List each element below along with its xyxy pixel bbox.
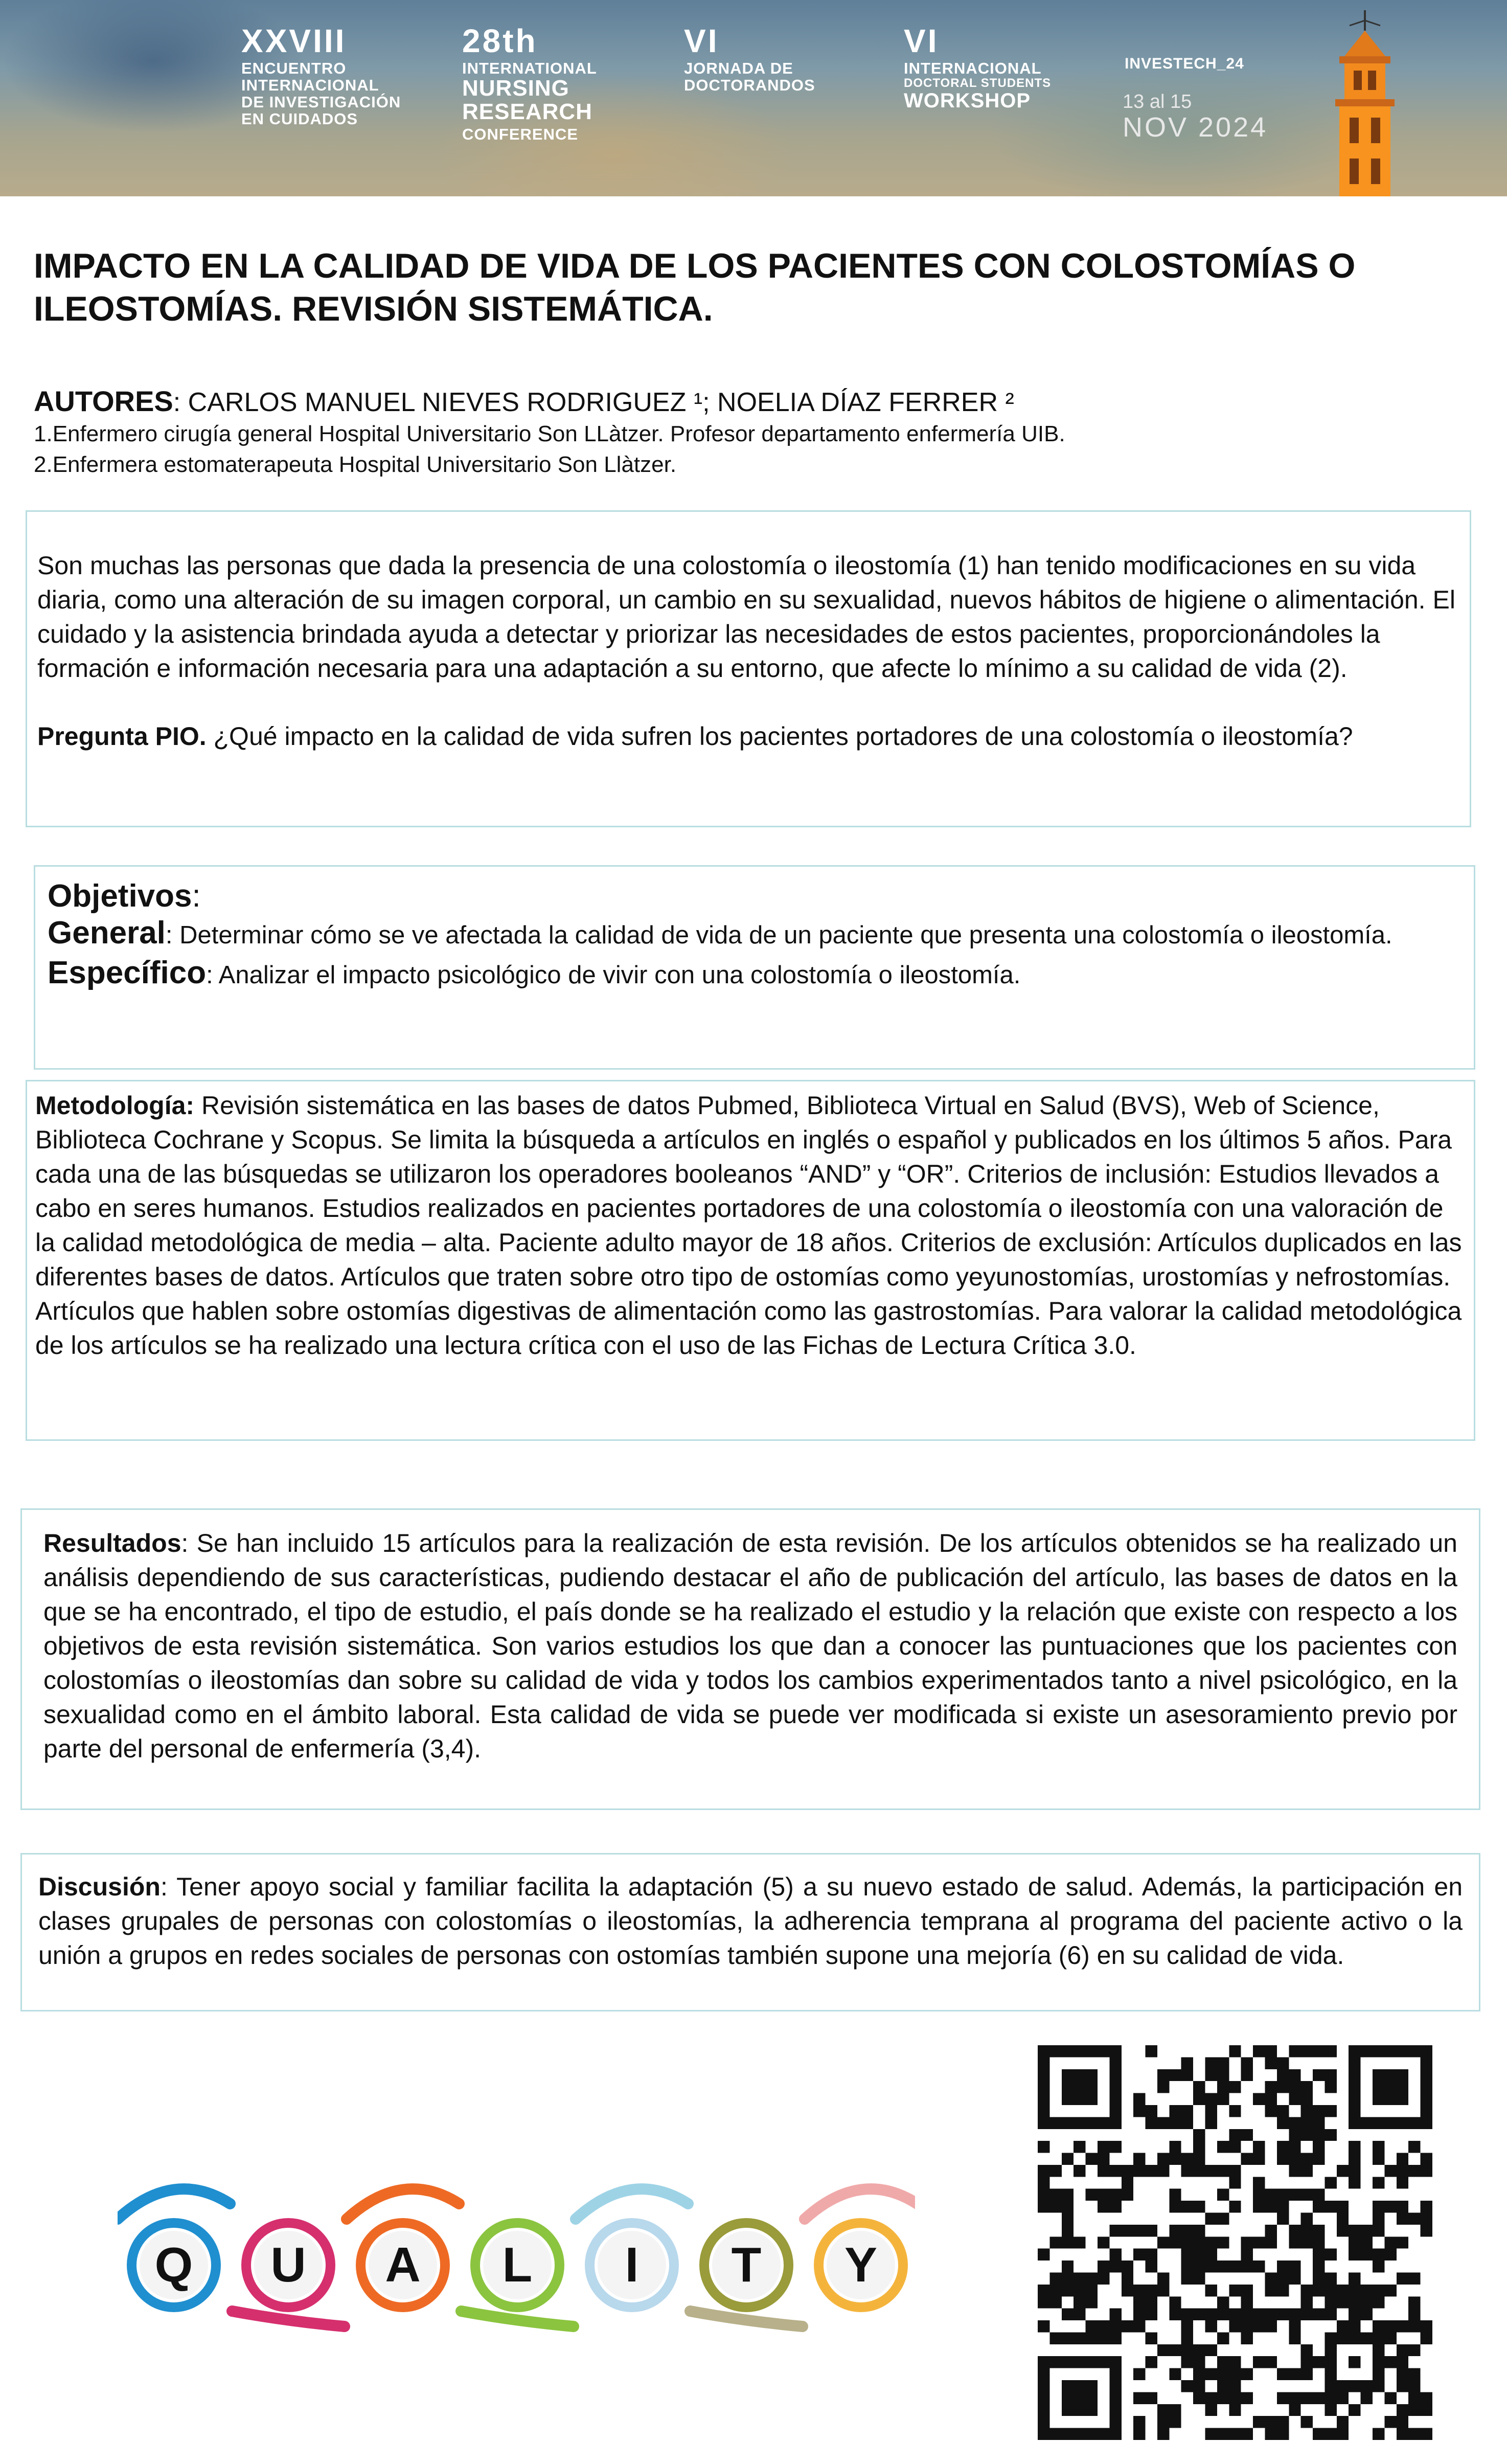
results-label: Resultados [43,1529,181,1557]
results-box [20,1508,1480,1810]
objectives-box [34,865,1475,1070]
discussion-body: : Tener apoyo social y familiar facilita la adaptación (5) a su nuevo estado de salud. Además, la participación en clases grupales de personas con colostomías o ileostomías, la adherencia temprana al programa del paciente activo o la unión a grupos en redes sociales de personas con ostomías también supone una mejoría (6) en su calidad de vida. [38,1872,1463,1970]
logo-arc [347,2189,459,2219]
header-banner [0,0,1507,196]
objective-specific-text: : Analizar el impacto psicológico de vivir con una colostomía o ileostomía. [206,961,1021,989]
logo-arc [232,2311,345,2326]
discussion-box [20,1853,1480,2011]
introduction-text: Son muchas las personas que dada la presencia de una colostomía o ileostomía (1) han tenido modificaciones en su vida diaria, como una alteración de su imagen corporal, un cambio en su sexualidad, nuevos hábitos de higiene o alimentación. El cuidado y la asistencia brindada ayuda a detectar y priorizar las necesidades de estos pacientes, proporcionándoles la formación e información necesaria para una adaptación a su entorno, que afecte lo mínimo a su calidad de vida (2). [37,551,1455,683]
objective-general-label: General [48,915,166,951]
logo-arc [461,2311,574,2326]
tower-illustration [1288,10,1442,196]
methodology-label: Metodología: [35,1091,195,1120]
methodology-body: Revisión sistemática en las bases de datos Pubmed, Biblioteca Virtual en Salud (BVS), Web of Science, Biblioteca Cochrane y Scopus. Se limita la búsqueda a artículos en inglés o español y publicados en los últimos 5 años. Para cada una de las búsquedas se utilizaron los operadores booleanos “AND” y “OR”. Criterios de inclusión: Estudios llevados a cabo en seres humanos. Estudios realizados en pacientes portadores de una colostomía o ileostomía con una valoración de la calidad metodológica de media – alta. Paciente adulto mayor de 18 años. Criterios de exclusión: Artículos duplicados en las diferentes bases de datos. Artículos que traten sobre otro tipo de ostomías como yeyunostomías, urostomías y nefrostomías. Artículos que hablen sobre ostomías digestivas de alimentación como las gastrostomías. Para valorar la calidad metodológica de los artículos se ha realizado una lectura crítica con el uso de las Fichas de Lectura Crítica 3.0. [35,1091,1462,1360]
conference-dates: 13 al 15 NOV 2024 [1123,91,1268,143]
logo-letter: L [502,2237,533,2292]
logo-arc [576,2189,688,2219]
objectives-heading: Objetivos: [48,878,201,914]
objective-general [48,915,1462,952]
pio-question [37,719,1459,754]
poster-title: IMPACTO EN LA CALIDAD DE VIDA DE LOS PACIENTES CON COLOSTOMÍAS O ILEOSTOMÍAS. REVISIÓN SISTEMÁTICA. [34,246,1356,328]
introduction-box [26,510,1471,827]
objective-specific-label: Específico [48,955,207,990]
conference-xxviii: XXVIII ENCUENTRO INTERNACIONAL DE INVESTIGACIÓN EN CUIDADOS [241,22,401,128]
logo-letter: A [385,2237,421,2292]
conference-28th: 28th INTERNATIONAL NURSING RESEARCH CONFERENCE [462,22,597,143]
discussion-text [38,1870,1463,1973]
logo-arc [805,2189,915,2219]
conference-jornada: VI JORNADA DE DOCTORANDOS [684,22,815,94]
discussion-label: Discusión [38,1872,161,1901]
logo-arc [118,2189,230,2219]
conference-investech: INVESTECH_24 [1125,55,1244,72]
affiliation-1: 1.Enfermero cirugía general Hospital Universitario Son LLàtzer. Profesor departamento enfermería UIB. [34,421,1065,446]
logo-letters [127,2218,908,2312]
authors-names: : CARLOS MANUEL NIEVES RODRIGUEZ ¹; NOELIA DÍAZ FERRER ² [173,388,1014,417]
pio-text: ¿Qué impacto en la calidad de vida sufren los pacientes portadores de una colostomía o ileostomía? [206,722,1353,751]
authors-label: AUTORES [34,385,173,417]
quality-logo [118,2101,915,2408]
objective-specific [48,955,1462,993]
logo-letter: T [731,2237,762,2292]
qr-code-icon[interactable] [1038,2045,1432,2440]
conference-workshop: VI INTERNACIONAL DOCTORAL STUDENTS WORKSHOP [904,22,1052,112]
authors-line [34,385,1475,419]
logo-letter: I [625,2237,639,2292]
logo-letter: U [270,2237,306,2292]
methodology-box [26,1080,1475,1441]
methodology-text [35,1089,1466,1363]
affiliation-2: 2.Enfermera estomaterapeuta Hospital Universitario Son Llàtzer. [34,452,677,477]
pio-label: Pregunta PIO. [37,722,207,751]
results-text [43,1526,1457,1766]
logo-letter: Q [154,2237,193,2292]
objective-general-text: : Determinar cómo se ve afectada la calidad de vida de un paciente que presenta una colostomía o ileostomía. [165,921,1392,949]
logo-arc [690,2311,803,2326]
logo-letter: Y [844,2237,878,2292]
results-body: : Se han incluido 15 artículos para la realización de esta revisión. De los artículos obtenidos se ha realizado un análisis dependiendo de sus características, pudiendo destacar el año de publicación del artículo, las bases de datos en la que se ha encontrado, el tipo de estudio, el país donde se ha realizado el estudio y la relación que existe con respecto a los objetivos de esta revisión sistemática. Son varios estudios los que dan a conocer las puntuaciones que los pacientes con colostomías o ileostomías dan sobre su calidad de vida y todos los cambios experimentados tanto a nivel psicológico, en la sexualidad como en el ámbito laboral. Esta calidad de vida se puede ver modificada si existe un asesoramiento previo por parte del personal de enfermería (3,4). [43,1529,1457,1763]
